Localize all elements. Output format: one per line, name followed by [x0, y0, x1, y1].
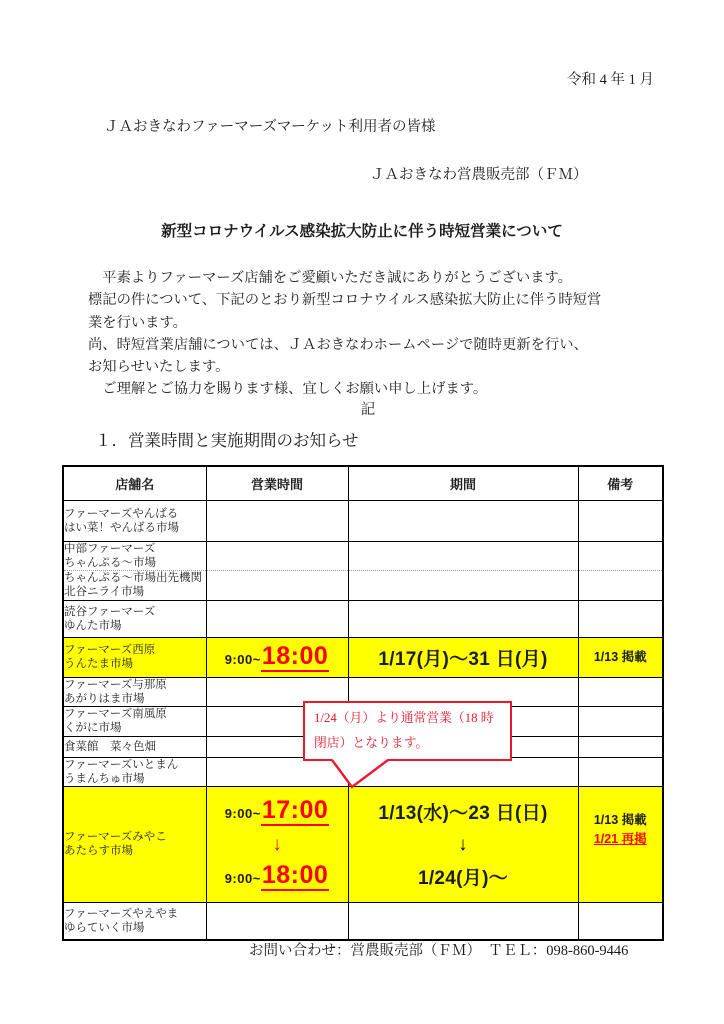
change-arrow-icon: ↓: [272, 833, 282, 855]
store-name-line: くがに市場: [64, 722, 122, 734]
recipient-line: ＪＡおきなわファーマーズマーケット利用者の皆様: [104, 119, 436, 135]
store-name-cell: [63, 757, 206, 786]
col-header-store: 店舗名: [63, 466, 206, 500]
store-name-line: あたらす市場: [64, 845, 133, 857]
empty-cell: [578, 706, 663, 736]
body-paragraph: [88, 267, 654, 401]
table-row: [63, 500, 663, 541]
body-line: 業を行います。: [88, 314, 187, 331]
store-name-cell: [63, 736, 206, 757]
hours-cell: [206, 786, 348, 902]
empty-cell: [206, 500, 348, 541]
store-name-cell: [63, 786, 206, 902]
sender-line: ＪＡおきなわ営農販売部（ＦＭ）: [370, 167, 588, 183]
empty-cell: [578, 541, 663, 570]
body-line: ご理解とご協力を賜ります様、宜しくお願い申し上げます。: [88, 381, 488, 398]
empty-cell: [206, 902, 348, 940]
time-prefix: 9:00~: [224, 651, 261, 667]
time-prefix: 9:00~: [224, 871, 261, 887]
store-name-line: うんたま市場: [64, 658, 133, 670]
callout-line: 閉店）となります。: [314, 736, 429, 750]
header-row: [63, 466, 663, 500]
note-line-red: 1/21 再掲: [593, 832, 647, 846]
store-name-cell: [63, 541, 206, 570]
table-row: [63, 600, 663, 637]
store-name-line: 中部ファーマーズ: [64, 542, 156, 555]
empty-cell: [578, 757, 663, 786]
table-row: [63, 570, 663, 600]
store-name-line: ちゃんぷる～市場出先機関: [64, 572, 202, 584]
empty-cell: [578, 570, 663, 600]
callout-line: 1/24（月）より通常営業（18 時: [314, 711, 494, 725]
table-row-highlighted: [63, 637, 663, 677]
period-cell: [348, 786, 578, 902]
time-highlight: 18:00: [261, 641, 329, 670]
store-name-line: 読谷ファーマーズ: [64, 605, 156, 618]
store-name-line: ファーマーズ南風原: [64, 708, 167, 720]
time-before: [225, 797, 330, 826]
empty-cell: [348, 902, 578, 940]
empty-cell: [578, 500, 663, 541]
empty-cell: [578, 736, 663, 757]
ki-mark: 記: [360, 402, 376, 418]
body-line: お知らせいたします。: [88, 359, 230, 376]
col-header-period: 期間: [348, 466, 578, 500]
body-line: 標記の件について、下記のとおり新型コロナウイルス感染拡大防止に伴う時短営: [88, 292, 602, 309]
note-cell: [578, 786, 663, 902]
empty-cell: [348, 600, 578, 637]
store-name-line: はい菜！やんばる市場: [64, 521, 179, 534]
col-header-note: 備考: [578, 466, 663, 500]
callout-tail-icon: [330, 759, 392, 791]
empty-cell: [348, 541, 578, 570]
period-before: 1/13(水)～23 日(日): [378, 802, 548, 824]
store-name-cell: [63, 902, 206, 940]
note-line: 1/13 掲載: [593, 813, 647, 827]
empty-cell: [348, 500, 578, 541]
document-title: 新型コロナウイルス感染拡大防止に伴う時短営業について: [161, 223, 563, 240]
table-row: [63, 902, 663, 940]
contact-footer: お問い合わせ：営農販売部（ＦＭ） ＴＥＬ：098-860-9446: [249, 943, 629, 959]
store-name-line: ファーマーズみやこ: [64, 831, 167, 843]
empty-cell: [206, 541, 348, 570]
store-name-cell: [63, 600, 206, 637]
period-after: 1/24(月)～: [417, 868, 509, 890]
period-cell: 1/17(月)～31 日(月): [348, 637, 578, 677]
store-name-line: 食菜館 菜々色畑: [64, 740, 156, 753]
col-header-hours: 営業時間: [206, 466, 348, 500]
empty-cell: [206, 600, 348, 637]
store-name-line: あがりはま市場: [64, 692, 145, 705]
time-highlight: 18:00: [261, 861, 329, 890]
document-date: 令和 4 年 1 月: [567, 72, 654, 88]
store-name-cell: [63, 706, 206, 736]
notice-callout: [303, 701, 512, 761]
empty-cell: [578, 902, 663, 940]
store-name-line: ファーマーズやんばる: [64, 507, 179, 520]
table-row-highlighted: [63, 786, 663, 902]
store-name-cell: [63, 500, 206, 541]
store-name-line: ゆらていく市場: [64, 921, 145, 934]
store-name-line: 北谷ニライ市場: [64, 586, 145, 598]
store-name-line: ファーマーズ西原: [64, 644, 156, 656]
change-arrow-icon: ↓: [458, 833, 468, 855]
store-name-line: ファーマーズいとまん: [64, 758, 179, 771]
time-prefix: 9:00~: [224, 805, 261, 821]
time-highlight: 17:00: [261, 795, 329, 824]
body-line: 平素よりファーマーズ店舗をご愛顧いただき誠にありがとうございます。: [88, 270, 572, 286]
empty-cell: [206, 570, 348, 600]
empty-cell: [578, 600, 663, 637]
store-name-line: ファーマーズやえやま: [64, 907, 179, 920]
hours-cell: [206, 637, 348, 677]
time-after: [225, 862, 330, 891]
body-line: 尚、時短営業店舗については、ＪＡおきなわホームページで随時更新を行い、: [88, 336, 588, 353]
store-name-line: ファーマーズ与那原: [64, 678, 167, 691]
note-cell: 1/13 掲載: [578, 637, 663, 677]
empty-cell: [206, 757, 348, 786]
empty-cell: [348, 570, 578, 600]
store-name-cell: [63, 637, 206, 677]
store-name-line: うまんちゅ市場: [64, 772, 145, 785]
store-name-cell: [63, 677, 206, 706]
store-name-line: ちゃんぷる～市場: [64, 556, 156, 569]
section-heading: １．営業時間と実施期間のお知らせ: [95, 431, 359, 450]
store-name-cell: [63, 570, 206, 600]
table-row: [63, 541, 663, 570]
empty-cell: [578, 677, 663, 706]
store-name-line: ゆんた市場: [64, 619, 122, 632]
